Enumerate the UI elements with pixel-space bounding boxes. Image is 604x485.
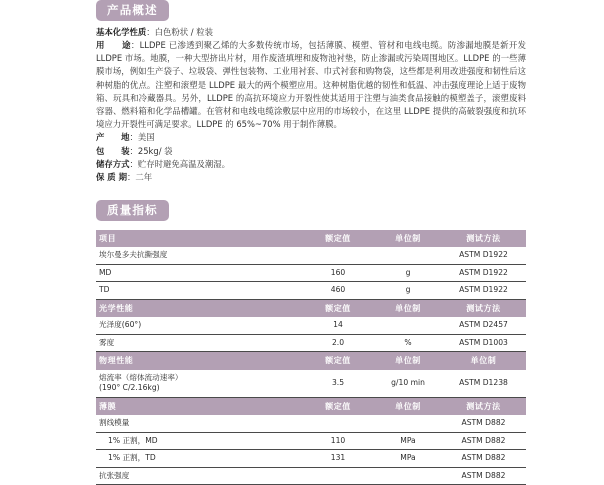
cell-unit: g — [375, 282, 441, 300]
cell-item: TD — [96, 282, 301, 300]
cell-item: 埃尔曼多夫抗撕强度 — [96, 247, 301, 264]
table-row — [96, 264, 526, 282]
shelf-life-label: 保 质 期 — [96, 171, 127, 182]
column-header: 单位制 — [375, 230, 441, 248]
column-header: 额定值 — [301, 299, 375, 317]
overview-body — [96, 26, 526, 184]
cell-method: ASTM D1238 — [441, 370, 526, 398]
cell-unit — [375, 317, 441, 334]
quality-spec-table — [96, 230, 526, 485]
cell-unit: MPa — [375, 450, 441, 468]
table-row — [96, 247, 526, 264]
cell-value: 460 — [301, 282, 375, 300]
shelf-life-row: 保 质 期：二年 — [96, 171, 526, 184]
origin-row: 产 地：美国 — [96, 131, 526, 144]
quality-table-wrap — [96, 230, 526, 485]
usage-text: LLDPE 已渗透到聚乙烯的大多数传统市场，包括薄膜、模塑、管材和电线电缆。防渗漏地膜是新开发 LLDPE 市场。地膜，一种大型挤出片材，用作废渣填埋和废物池衬垫，防止渗漏或污染周围地区。LLDPE 的一些薄膜市场，例如生产袋子、垃圾袋、弹性包装物、工业用衬套、巾式衬套和购物袋，这些都是利用改进强度和韧性后这种树脂的优点。注塑和滚塑是 LLDPE 最大的两个模塑应用。这种树脂优越的韧性和低温、冲击强度理论上适于废物箱、玩具和冷藏器具。另外，LLDPE 的高抗环境应力开裂性使其适用于注塑与油类食品接触的模塑盖子，滚塑废料容器、燃料箱和化学品槽罐。在管材和电线电缆涂敷层中应用的市场较小，在这里 LLDPE 提供的高破裂强度和抗环境应力开裂性可满足要求。LLDPE 的 65%~70% 用于制作薄膜。 — [96, 39, 527, 130]
cell-method: ASTM D1922 — [441, 264, 526, 282]
cell-value — [301, 247, 375, 264]
cell-value — [301, 467, 375, 485]
column-header: 单位制 — [375, 352, 441, 370]
cell-method: ASTM D1922 — [441, 247, 526, 264]
quality-section-badge: 质量指标 — [96, 200, 169, 221]
cell-item: MD — [96, 264, 301, 282]
cell-method: ASTM D882 — [441, 432, 526, 450]
column-header: 测试方法 — [441, 397, 526, 415]
cell-item: 割线模量 — [96, 415, 301, 432]
table-group-header — [96, 230, 526, 248]
cell-value: 14 — [301, 317, 375, 334]
table-row — [96, 432, 526, 450]
cell-item: 1% 正割，MD — [96, 432, 301, 450]
column-header: 单位制 — [441, 352, 526, 370]
cell-unit: % — [375, 334, 441, 352]
column-header: 额定值 — [301, 352, 375, 370]
chem-property-row: 基本化学性质：白色粉状 / 粒装 — [96, 26, 526, 39]
table-row — [96, 450, 526, 468]
cell-unit — [375, 415, 441, 432]
table-row — [96, 467, 526, 485]
overview-section-badge: 产品概述 — [96, 0, 169, 21]
column-header: 测试方法 — [441, 230, 526, 248]
storage-value: 贮存时避免高温及潮湿。 — [137, 158, 230, 169]
shelf-life-value: 二年 — [135, 171, 153, 182]
origin-label: 产 地 — [96, 132, 130, 143]
column-header: 单位制 — [375, 397, 441, 415]
table-row — [96, 317, 526, 334]
cell-method: ASTM D1922 — [441, 282, 526, 300]
cell-method: ASTM D2457 — [441, 317, 526, 334]
column-header: 额定值 — [301, 397, 375, 415]
storage-label: 储存方式 — [96, 158, 130, 169]
cell-value: 3.5 — [301, 370, 375, 398]
chem-property-label: 基本化学性质 — [96, 26, 147, 37]
cell-value: 2.0 — [301, 334, 375, 352]
column-header: 单位制 — [375, 299, 441, 317]
column-header: 光学性能 — [96, 299, 301, 317]
document-content — [96, 0, 526, 485]
cell-unit — [375, 467, 441, 485]
cell-method: ASTM D882 — [441, 467, 526, 485]
packaging-row: 包 装：25kg/ 袋 — [96, 145, 526, 158]
packaging-value: 25kg/ 袋 — [137, 145, 173, 156]
column-header: 额定值 — [301, 230, 375, 248]
cell-method: ASTM D1003 — [441, 334, 526, 352]
table-row — [96, 282, 526, 300]
cell-item: 1% 正割，TD — [96, 450, 301, 468]
cell-item-line2: (190° C/2.16kg) — [99, 383, 160, 393]
cell-item: 抗张强度 — [96, 467, 301, 485]
packaging-label: 包 装 — [96, 145, 130, 156]
column-header: 测试方法 — [441, 299, 526, 317]
cell-method: ASTM D882 — [441, 450, 526, 468]
cell-item: 光泽度(60°) — [96, 317, 301, 334]
overview-section-header — [96, 0, 526, 21]
table-row — [96, 415, 526, 432]
cell-item: 雾度 — [96, 334, 301, 352]
cell-unit: MPa — [375, 432, 441, 450]
cell-value: 110 — [301, 432, 375, 450]
cell-value: 160 — [301, 264, 375, 282]
table-group-header — [96, 397, 526, 415]
usage-label: 用 途 — [96, 39, 131, 50]
column-header: 项目 — [96, 230, 301, 248]
cell-value: 131 — [301, 450, 375, 468]
table-group-header — [96, 299, 526, 317]
table-group-header — [96, 352, 526, 370]
quality-section-header — [96, 200, 526, 221]
cell-unit: g/10 min — [375, 370, 441, 398]
origin-value: 美国 — [137, 132, 155, 143]
column-header: 物理性能 — [96, 352, 301, 370]
cell-value — [301, 415, 375, 432]
cell-unit: g — [375, 264, 441, 282]
cell-item: 熔流率（熔体流动速率） (190° C/2.16kg) — [96, 370, 301, 398]
column-header: 薄膜 — [96, 397, 301, 415]
cell-method: ASTM D882 — [441, 415, 526, 432]
cell-unit — [375, 247, 441, 264]
usage-paragraph: 用 途：LLDPE 已渗透到聚乙烯的大多数传统市场，包括薄膜、模塑、管材和电线电缆。防渗漏地膜是新开发 LLDPE 市场。地膜，一种大型挤出片材，用作废渣填埋和废物池衬垫，防止渗漏或污染周围地区。LLDPE 的一些薄膜市场，例如生产袋子、垃圾袋、弹性包装物、工业用衬套、巾式衬套和购物袋，这些都是利用改进强度和韧性后这种树脂的优点。注塑和滚塑是 LLDPE 最大的两个模塑应用。这种树脂优越的韧性和低温、冲击强度理论上适于废物箱、玩具和冷藏器具。另外，LLDPE 的高抗环境应力开裂性使其适用于注塑与油类食品接触的模塑盖子，滚塑废料容器、燃料箱和化学品槽罐。在管材和电线电缆涂敷层中应用的市场较小，在这里 LLDPE 提供的高破裂强度和抗环境应力开裂性可满足要求。LLDPE 的 65%~70% 用于制作薄膜。 — [96, 39, 527, 130]
table-row — [96, 334, 526, 352]
table-row — [96, 370, 526, 398]
chem-property-value: 白色粉状 / 粒装 — [154, 26, 214, 37]
storage-row: 储存方式：贮存时避免高温及潮湿。 — [96, 158, 526, 171]
